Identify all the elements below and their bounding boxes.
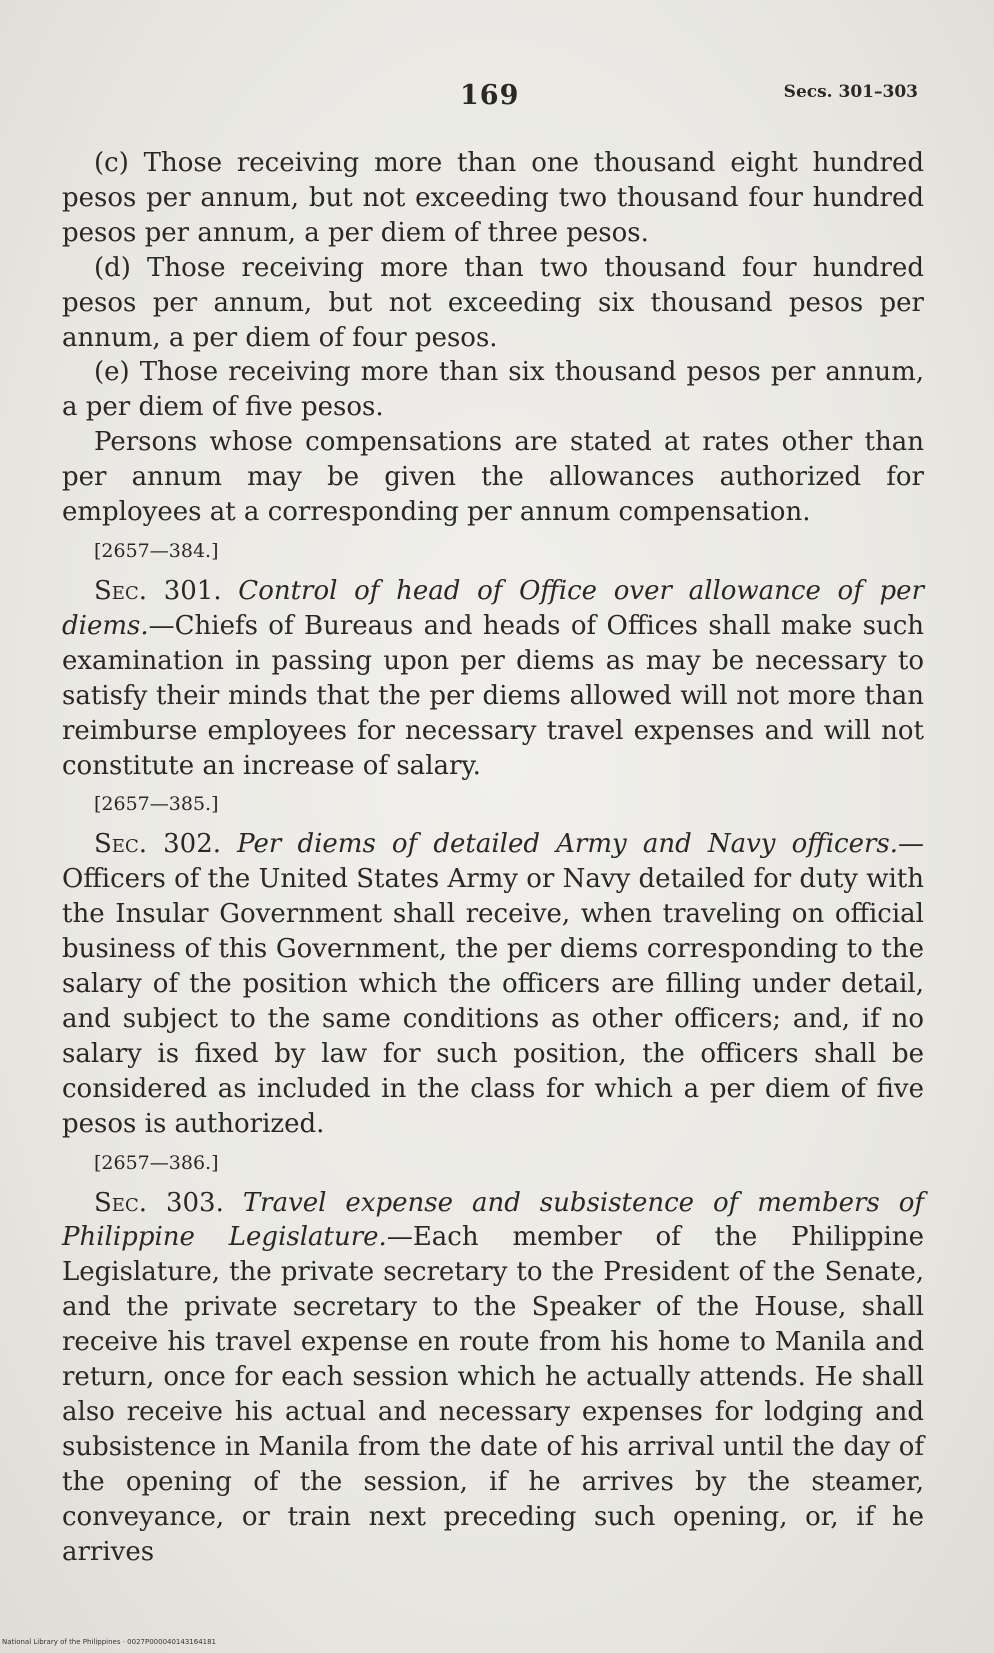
section-302-label: Sec. 302. [94, 829, 222, 860]
paragraph-e: (e) Those receiving more than six thousand pesos per annum, a per diem of five pesos. [62, 357, 924, 423]
section-303-caption: Travel expense and subsistence of members of Philippine Legislature. [62, 1187, 924, 1253]
section-303-label: Sec. 303. [94, 1187, 224, 1218]
section-301 [62, 574, 924, 783]
page-number: 169 [460, 80, 520, 111]
section-303 [62, 1186, 924, 1570]
section-302 [62, 827, 924, 1141]
section-301-caption: Control of head of Office over allowance of per diems. [62, 575, 924, 641]
section-303-text: —Each member of the Philippine Legislature, the private secretary to the President of the Senate, and the private secretary to the Speaker of the House, shall receive his travel expense en route from his home to Manila and return, once for each session which he actually attends. He shall also receive his actual and necessary expenses for lodging and subsistence in Manila from the date of his arrival until the day of the opening of the session, if he arrives by the steamer, conveyance, or train next preceding such opening, or, if he arrives [62, 1222, 924, 1567]
section-302-caption: Per diems of detailed Army and Navy officers. [237, 829, 898, 860]
citation-384: [2657—384.] [94, 539, 219, 562]
paragraph-d: (d) Those receiving more than two thousand four hundred pesos per annum, but not exceeding six thousand pesos per annum, a per diem of four pesos. [62, 252, 924, 353]
section-301-label: Sec. 301. [94, 575, 222, 606]
citation-386: [2657—386.] [94, 1151, 219, 1174]
document-page [62, 80, 924, 1600]
page-body [62, 146, 924, 1570]
scan-attribution: National Library of the Philippines · 0027P000040143164181 [2, 1638, 217, 1646]
section-301-text: —Chiefs of Bureaus and heads of Offices shall make such examination in passing upon per diems as may be necessary to satisfy their minds that the per diems allowed will not more than reimburse employees for necessary travel expenses and will not constitute an increase of salary. [62, 610, 924, 781]
section-range-heading: Secs. 301–303 [783, 82, 918, 102]
paragraph-c: (c) Those receiving more than one thousand eight hundred pesos per annum, but not exceeding two thousand four hundred pesos per annum, a per diem of three pesos. [62, 148, 924, 248]
page-header [62, 80, 924, 128]
paragraph-other-rates: Persons whose compensations are stated at rates other than per annum may be given the allowances authorized for employees at a corresponding per annum compensation. [62, 427, 924, 528]
citation-385: [2657—385.] [94, 793, 219, 816]
section-302-text: —Officers of the United States Army or Navy detailed for duty with the Insular Government shall receive, when traveling on official business of this Government, the per diems corresponding to the salary of the position which the officers are filling under detail, and subject to the same conditions as other officers; and, if no salary is fixed by law for such position, the officers shall be considered as included in the class for which a per diem of five pesos is authorized. [62, 829, 924, 1139]
